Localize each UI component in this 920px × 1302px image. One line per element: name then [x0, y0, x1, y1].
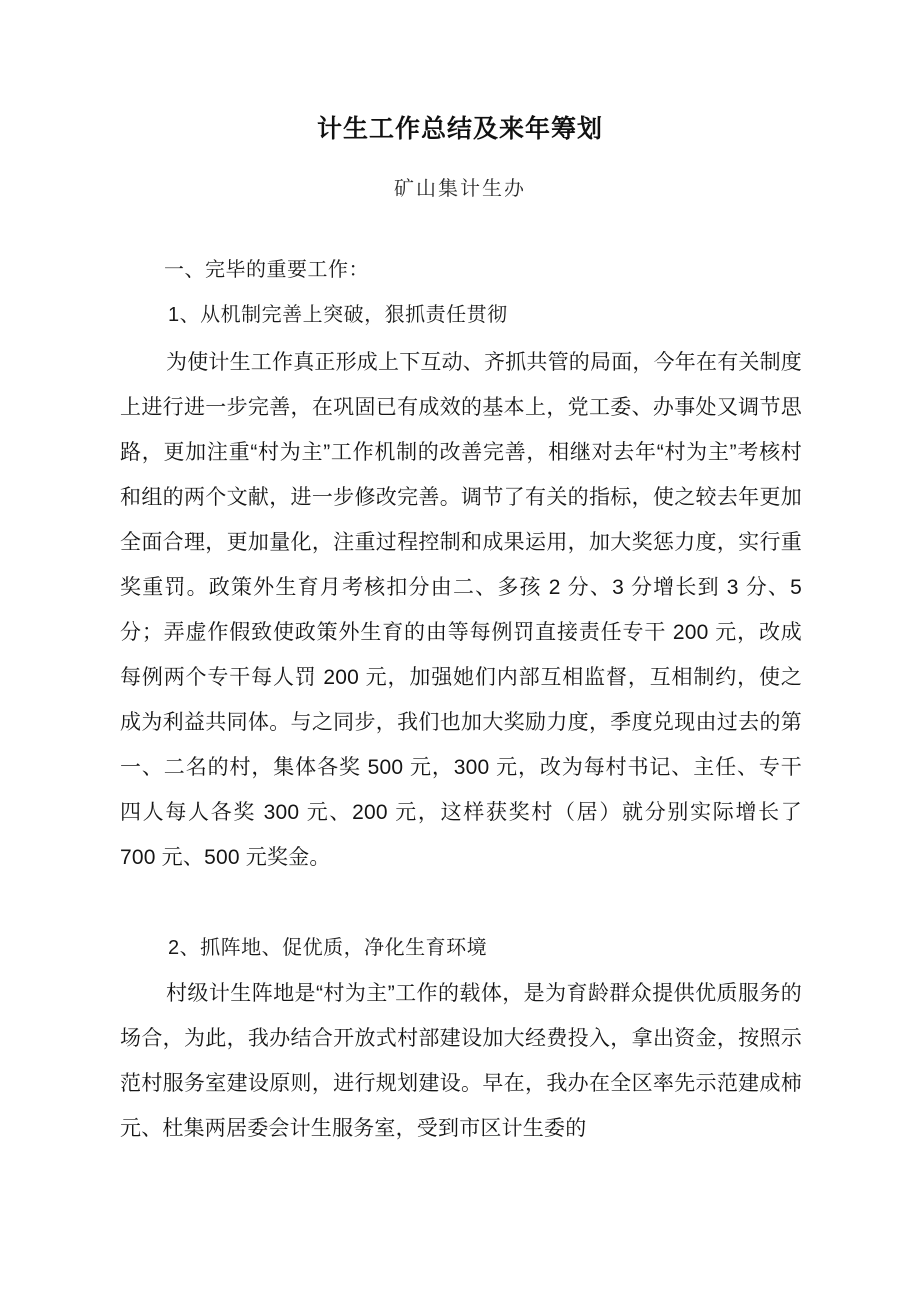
paragraph-2-container — [120, 971, 802, 1151]
section-heading-2-container — [120, 293, 802, 338]
section-heading-1-container — [120, 248, 802, 293]
page-title: 计生工作总结及来年筹划 — [316, 115, 603, 143]
body-paragraph-2: 村级计生阵地是“村为主”工作的载体，是为育龄群众提供优质服务的场合，为此，我办结合开放式村部建设加大经费投入，拿出资金，按照示范村服务室建设原则，进行规划建设。早在，我办在全区率先示范建成柿元、杜集两居委会计生服务室，受到市区计生委的 — [120, 982, 802, 1140]
section-heading-3-container — [120, 926, 802, 971]
subsection-heading-item-2: 2、抓阵地、促优质，净化生育环境 — [168, 937, 488, 959]
subsection-heading-item-1: 1、从机制完善上突破，狠抓责任贯彻 — [168, 304, 508, 326]
body-paragraph-1: 为使计生工作真正形成上下互动、齐抓共管的局面，今年在有关制度上进行进一步完善，在巩固已有成效的基本上，党工委、办事处又调节思路，更加注重“村为主”工作机制的改善完善，相继对去年“村为主”考核村和组的两个文献，进一步修改完善。调节了有关的指标，使之较去年更加全面合理，更加量化，注重过程控制和成果运用，加大奖惩力度，实行重奖重罚。政策外生育月考核扣分由二、多孩 2 分、3 分增长到 3 分、5 分；弄虚作假致使政策外生育的由等每例罚直接责任专干 200 元，改成每例两个专干每人罚 200 元，加强她们内部互相监督，互相制约，使之成为利益共同体。与之同步，我们也加大奖励力度，季度兑现由过去的第一、二名的村，集体各奖 500 元，300 元，改为每村书记、主任、专干四人每人各奖 300 元、200 元，这样获奖村（居）就分别实际增长了 700 元、500 元奖金。 — [120, 351, 802, 869]
section-heading-main-work: 一、完毕的重要工作： — [164, 259, 369, 281]
paragraph-1-container — [120, 340, 802, 880]
document-body — [0, 0, 920, 204]
document-subtitle: 矿山集计生办 — [394, 178, 526, 200]
